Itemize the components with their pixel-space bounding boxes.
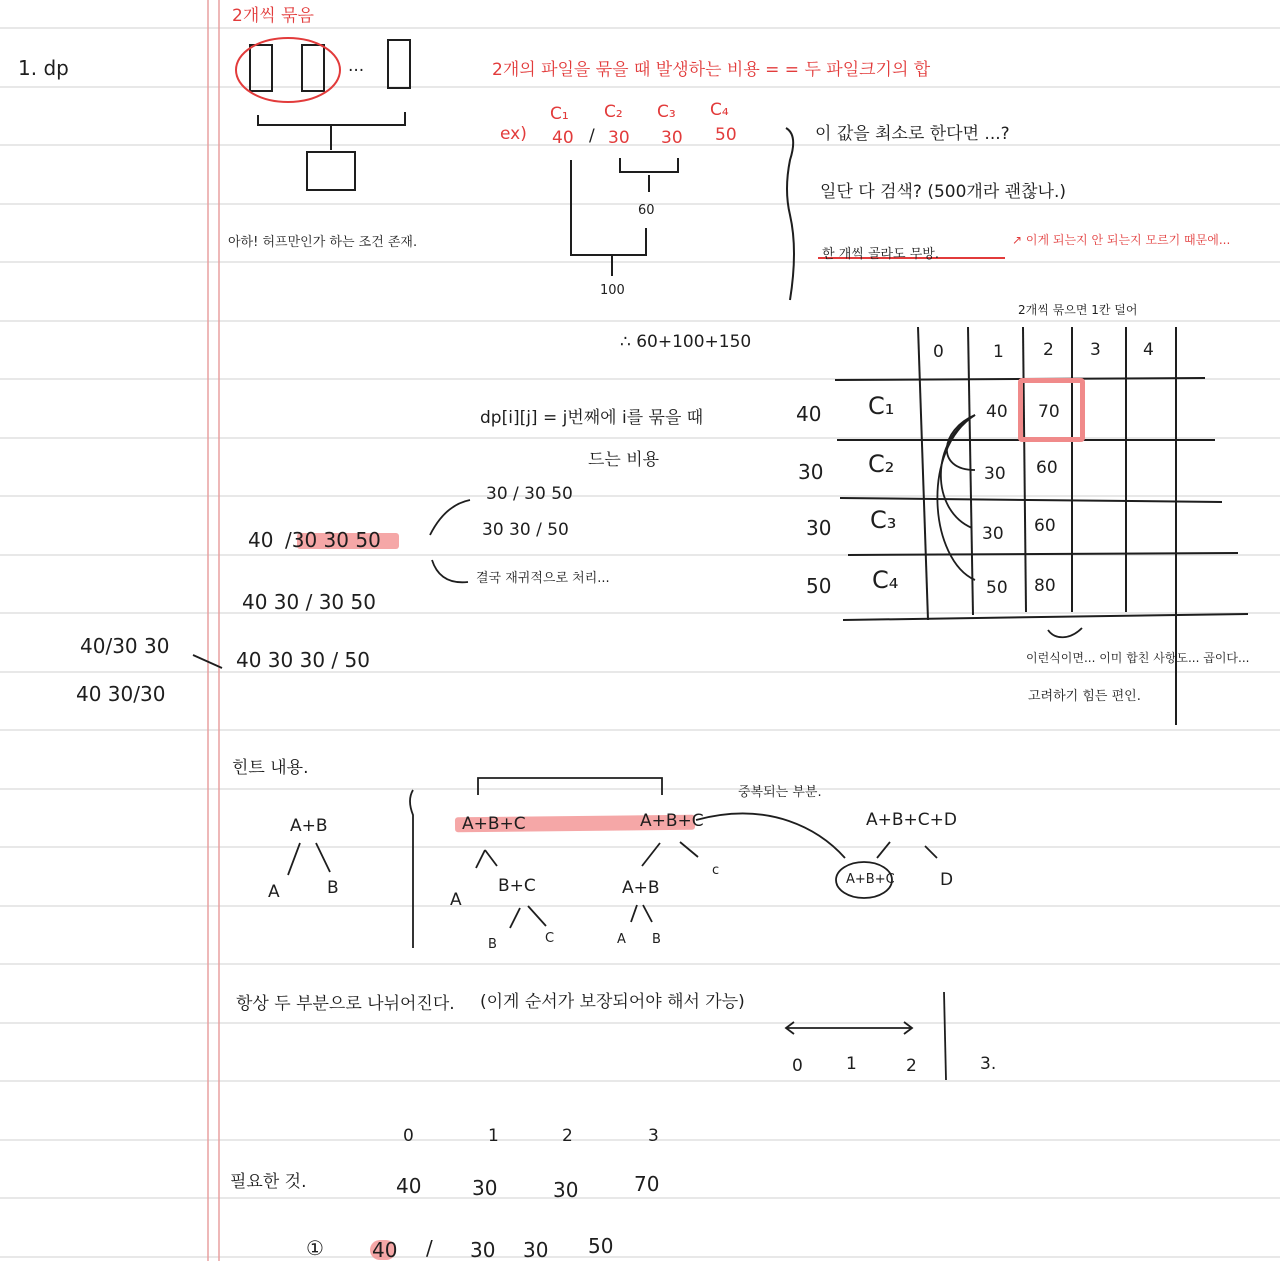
- split-2: 40 30 / 30 50: [242, 590, 376, 614]
- row-name-2: C₂: [868, 450, 895, 478]
- problem-title: 1. dp: [18, 56, 69, 80]
- crossed-out-note: 한 개씩 골라도 무방.: [822, 247, 939, 262]
- row1-item-1: /: [426, 1236, 433, 1260]
- branch-2: 30 30 / 50: [482, 520, 569, 540]
- ex-label: ex): [500, 124, 527, 144]
- axis-idx-3: 3.: [980, 1054, 997, 1074]
- file-name-1: C₁: [550, 104, 569, 124]
- row-size-4: 50: [806, 574, 832, 598]
- cell-2-1: 30: [984, 464, 1006, 484]
- file-size-3: 30: [661, 128, 683, 148]
- tree1-root: A+B: [290, 816, 328, 836]
- cell-3-1: 30: [982, 524, 1004, 544]
- dp-table-arrows: [937, 415, 1082, 637]
- file-size-1: 40: [552, 128, 574, 148]
- file-name-3: C₃: [657, 102, 676, 122]
- tree3-right: D: [940, 870, 954, 890]
- split-1-head: 40: [248, 528, 274, 552]
- row1-item-4: 50: [588, 1234, 614, 1258]
- row-name-3: C₃: [870, 506, 897, 534]
- tree2-ab-a: A: [617, 932, 626, 947]
- bottom-col-0: 0: [403, 1126, 414, 1146]
- row1-item-3: 30: [523, 1238, 549, 1262]
- total-cost: ∴ 60+100+150: [620, 332, 752, 352]
- tree1-left: A: [268, 882, 280, 902]
- col-header-1: 1: [993, 342, 1004, 362]
- row1-item-2: 30: [470, 1238, 496, 1262]
- tree2-b: B: [488, 937, 497, 952]
- row-size-1: 40: [796, 402, 822, 426]
- row-number-1: ①: [306, 1236, 324, 1260]
- cost-rule: 2개의 파일을 묶을 때 발생하는 비용 = = 두 파일크기의 합: [492, 60, 931, 80]
- table-note-1: 이런식이면... 이미 합친 사항도... 곱이다...: [1026, 651, 1250, 665]
- needed-label: 필요한 것.: [230, 1172, 307, 1192]
- table-note-2: 고려하기 힘든 편인.: [1028, 689, 1141, 704]
- question-min: 이 값을 최소로 한다면 ...?: [815, 124, 1010, 144]
- group-label: 2개씩 묶음: [232, 6, 314, 26]
- duplicate-note: 중복되는 부분.: [738, 785, 822, 800]
- dots: ...: [348, 56, 365, 76]
- col-header-2: 2: [1043, 340, 1054, 360]
- axis-idx-2: 2: [906, 1056, 917, 1076]
- index-axis: [786, 992, 946, 1080]
- crossed-reason: ↗ 이게 되는지 안 되는지 모르기 때문에...: [1012, 233, 1231, 247]
- cell-1-2: 70: [1038, 402, 1060, 422]
- bottom-col-2: 2: [562, 1126, 573, 1146]
- dp-definition: dp[i][j] = j번째에 i를 묶을 때: [480, 408, 704, 428]
- cell-4-1: 50: [986, 578, 1008, 598]
- huffman-note: 아하! 허프만인가 하는 조건 존재.: [228, 235, 418, 250]
- tree3-root: A+B+C+D: [866, 810, 957, 830]
- split-note-a: 40/30 30: [80, 634, 170, 658]
- cell-2-2: 60: [1036, 458, 1058, 478]
- tree3-left: A+B+C: [846, 872, 895, 887]
- row-size-3: 30: [806, 516, 832, 540]
- tree2-root-right: A+B+C: [640, 811, 704, 831]
- bottom-val-1: 30: [472, 1176, 498, 1200]
- merge-sum-60: 60: [638, 203, 655, 218]
- slash-mark: /: [589, 126, 595, 146]
- tree2-ab-b: B: [652, 932, 661, 947]
- col-header-0: 0: [933, 342, 944, 362]
- tree2-c-right: c: [712, 863, 720, 878]
- cell-3-2: 60: [1034, 516, 1056, 536]
- recursive-note: 결국 재귀적으로 처리...: [476, 571, 610, 586]
- question-brute: 일단 다 검색? (500개라 괜찮나.): [820, 182, 1066, 202]
- file-boxes-sketch: [250, 40, 410, 190]
- hint-trees: [288, 778, 937, 948]
- split-note-b: 40 30/30: [76, 682, 166, 706]
- margin-lines: [208, 0, 219, 1261]
- col-header-4: 4: [1143, 340, 1154, 360]
- file-size-4: 50: [715, 125, 737, 145]
- hint-title: 힌트 내용.: [232, 758, 309, 778]
- merge-tree: [571, 158, 678, 276]
- tree2-root-left: A+B+C: [462, 814, 526, 834]
- tree2-c: C: [545, 931, 555, 946]
- bottom-col-3: 3: [648, 1126, 659, 1146]
- row-name-1: C₁: [868, 392, 895, 420]
- row1-item-0: 40: [372, 1238, 398, 1262]
- split-3: 40 30 30 / 50: [236, 648, 370, 672]
- col-header-3: 3: [1090, 340, 1101, 360]
- axis-idx-0: 0: [792, 1056, 803, 1076]
- tree2-ab: A+B: [622, 878, 660, 898]
- split-branches: [193, 500, 470, 672]
- row-name-4: C₄: [872, 566, 899, 594]
- file-size-2: 30: [608, 128, 630, 148]
- cell-4-2: 80: [1034, 576, 1056, 596]
- split-1-tail: /30 30 50: [285, 528, 381, 552]
- bottom-col-1: 1: [488, 1126, 499, 1146]
- bottom-val-3: 70: [634, 1172, 660, 1196]
- merge-sum-100: 100: [600, 283, 625, 298]
- dp-definition-cont: 드는 비용: [588, 450, 660, 470]
- tree2-a: A: [450, 890, 462, 910]
- right-brace: [786, 128, 794, 300]
- table-top-label: 2개씩 묶으면 1칸 덜어: [1018, 303, 1138, 317]
- axis-idx-1: 1: [846, 1054, 857, 1074]
- cell-1-1: 40: [986, 402, 1008, 422]
- always-two-parts: 항상 두 부분으로 나뉘어진다.: [236, 994, 455, 1014]
- bottom-val-2: 30: [553, 1178, 579, 1202]
- tree2-bc: B+C: [498, 876, 536, 896]
- branch-1: 30 / 30 50: [486, 484, 573, 504]
- bottom-val-0: 40: [396, 1174, 422, 1198]
- file-name-4: C₄: [710, 100, 729, 120]
- file-name-2: C₂: [604, 102, 623, 122]
- row-size-2: 30: [798, 460, 824, 484]
- tree1-right: B: [327, 878, 339, 898]
- order-note: (이게 순서가 보장되어야 해서 가능): [480, 992, 745, 1012]
